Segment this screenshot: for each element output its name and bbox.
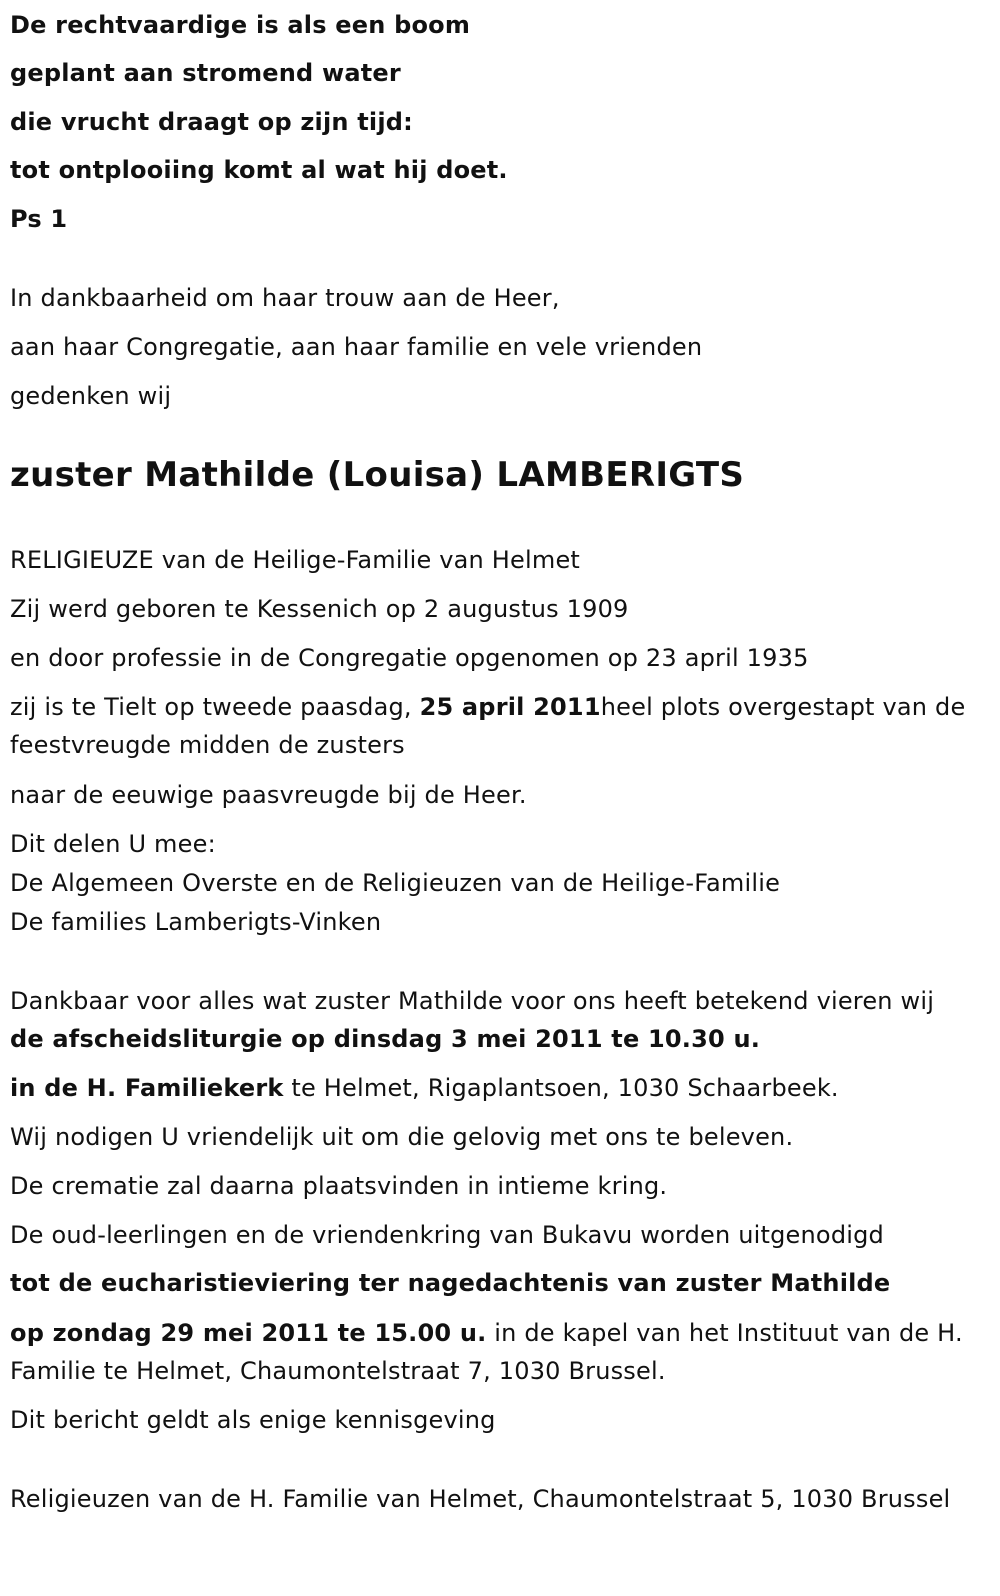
bio-death-post: heel plots overgestapt van de feestvreugde midden de zusters [10,693,966,759]
bio-line-5: naar de eeuwige paasvreugde bij de Heer. [10,781,527,809]
psalm-line-3: die vrucht draagt op zijn tijd: [10,108,413,136]
service-eucharist-paragraph [10,1314,970,1390]
bio-line-3: en door professie in de Congregatie opgenomen op 23 april 1935 [10,644,809,672]
psalm-line-1: De rechtvaardige is als een boom [10,11,471,39]
bio-line-1: RELIGIEUZE van de Heilige-Familie van Helmet [10,546,581,574]
service-church-post: te Helmet, Rigaplantsoen, 1030 Schaarbeek. [283,1074,839,1102]
service-eucharist-date: op zondag 29 mei 2011 te 15.00 u. [10,1319,487,1347]
psalm-line-2: geplant aan stromend water [10,59,401,87]
psalm-line-4: tot ontplooiing komt al wat hij doet. [10,156,508,184]
footer-address: Religieuzen van de H. Familie van Helmet, Chaumontelstraat 5, 1030 Brussel [10,1485,951,1513]
service-church: in de H. Familiekerk [10,1074,284,1102]
bio-line-2: Zij werd geboren te Kessenich op 2 augustus 1909 [10,595,629,623]
deceased-name: zuster Mathilde (Louisa) LAMBERIGTS [10,455,745,495]
bio-death-paragraph [10,688,970,764]
bio-death-pre: zij is te Tielt op tweede paasdag, [10,693,420,721]
service-eucharist-place: in de kapel van het Instituut van de H. Familie te Helmet, Chaumontelstraat 7, 1030 Brussel. [10,1319,963,1385]
service-pre: Dankbaar voor alles wat zuster Mathilde voor ons heeft betekend vieren wij [10,987,935,1015]
intro-line-2: aan haar Congregatie, aan haar familie en vele vrienden [10,333,703,361]
intro-line-1: In dankbaarheid om haar trouw aan de Heer, [10,284,560,312]
share-intro: Dit delen U mee: [10,830,216,858]
service-cremation: De crematie zal daarna plaatsvinden in intieme kring. [10,1172,668,1200]
psalm-reference: Ps 1 [10,205,68,233]
share-line-2: De families Lamberigts-Vinken [10,908,382,936]
service-liturgy: de afscheidsliturgie op dinsdag 3 mei 2011 te 10.30 u. [10,1025,761,1053]
service-alumni: De oud-leerlingen en de vriendenkring van Bukavu worden uitgenodigd [10,1221,884,1249]
share-line-1: De Algemeen Overste en de Religieuzen van de Heilige-Familie [10,869,781,897]
service-church-line [10,1073,839,1103]
bio-death-date: 25 april 2011 [419,693,601,721]
service-notice: Dit bericht geldt als enige kennisgeving [10,1406,496,1434]
service-eucharist: tot de eucharistieviering ter nagedachtenis van zuster Mathilde [10,1269,891,1297]
intro-line-3: gedenken wij [10,382,172,410]
service-invite: Wij nodigen U vriendelijk uit om die gelovig met ons te beleven. [10,1123,794,1151]
service-paragraph [10,982,970,1058]
